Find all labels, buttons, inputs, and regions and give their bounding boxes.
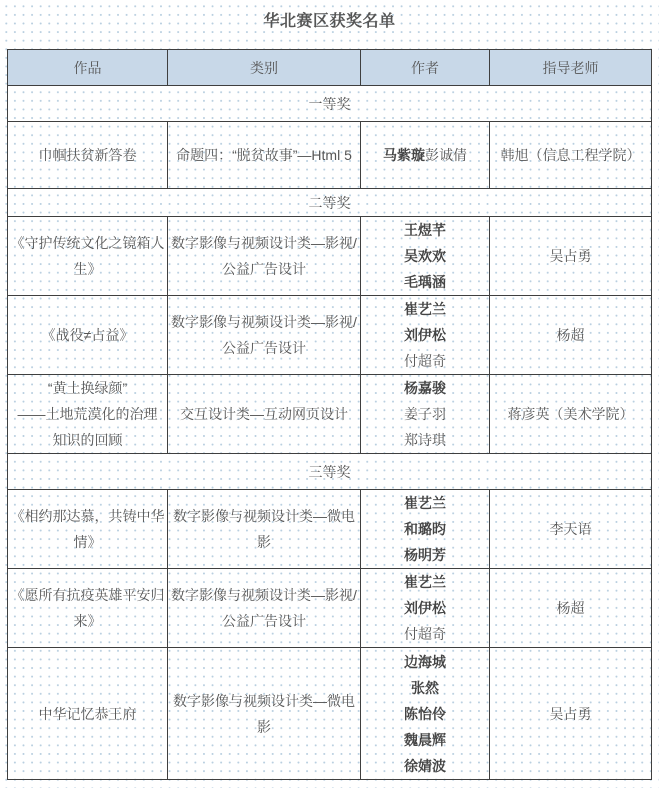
advisor-cell: 杨超 [490,296,652,375]
advisor-cell: 杨超 [490,569,652,648]
column-header-work: 作品 [8,50,168,86]
author-name: 马紫璇 [383,147,425,163]
author-name: 刘伊松 [404,600,446,616]
section-row-first-prize [8,86,652,122]
author-name: 彭诚倩 [425,147,467,163]
work-cell [8,375,168,454]
work-cell: 《战役≠占益》 [8,296,168,375]
section-row-second-prize [8,189,652,217]
table-header-row [8,50,652,86]
author-name: 付超奇 [404,626,446,642]
author-name: 杨明芳 [404,547,446,563]
author-name: 王煜芊 [404,222,446,238]
page-title: 华北赛区获奖名单 [263,13,396,30]
author-name: 崔艺兰 [404,574,446,590]
section-label: 三等奖 [8,454,652,490]
author-name: 刘伊松 [404,327,446,343]
author-name: 付超奇 [404,353,446,369]
category-cell: 数字影像与视频设计类—影视/公益广告设计 [168,296,361,375]
author-name: 崔艺兰 [404,495,446,511]
author-name: 魏晨辉 [404,731,446,748]
author-name: 徐婧波 [404,757,446,774]
author-name: 吴欢欢 [404,248,446,264]
author-name: 郑诗琪 [404,432,446,448]
table-row [8,296,652,375]
column-header-category: 类别 [168,50,361,86]
author-name: 崔艺兰 [404,301,446,317]
section-row-third-prize [8,454,652,490]
category-cell: 数字影像与视频设计类—微电影 [168,648,361,780]
category-cell: 数字影像与视频设计类—微电影 [168,490,361,569]
authors-cell [361,296,490,375]
category-cell: 交互设计类—互动网页设计 [168,375,361,454]
advisor-cell: 李天语 [490,490,652,569]
table-row [8,122,652,189]
authors-cell [361,648,490,780]
column-header-advisor: 指导老师 [490,50,652,86]
category-cell: 数字影像与视频设计类—影视/公益广告设计 [168,569,361,648]
table-row [8,490,652,569]
author-name: 杨嘉骏 [404,380,446,396]
work-line: ——土地荒漠化的治理 [17,406,158,422]
section-label: 一等奖 [8,86,652,122]
work-cell: 《相约那达慕，共铸中华情》 [8,490,168,569]
work-cell: 中华记忆恭王府 [8,648,168,780]
advisor-cell: 吴占勇 [490,217,652,296]
author-name: 陈怡伶 [404,705,446,722]
work-cell: 《守护传统文化之镜箱人生》 [8,217,168,296]
category-cell [168,122,361,189]
authors-cell [361,490,490,569]
section-label: 二等奖 [8,189,652,217]
authors-cell [361,122,490,189]
work-cell: 巾帼扶贫新答卷 [8,122,168,189]
author-name: 和璐昀 [404,521,446,537]
author-name: 张然 [411,679,439,696]
author-name: 毛瑀涵 [404,274,446,290]
table-row [8,569,652,648]
author-name: 边海城 [404,653,446,670]
column-header-authors: 作者 [361,50,490,86]
authors-cell [361,569,490,648]
work-line: 知识的回顾 [52,432,123,448]
advisor-cell: 蒋彦英（美术学院） [490,375,652,454]
advisor-cell: 韩旭（信息工程学院） [490,122,652,189]
table-row [8,648,652,780]
table-row [8,375,652,454]
table-row [8,217,652,296]
awards-table [7,49,652,780]
author-name: 姜子羽 [404,406,446,422]
category-cell: 数字影像与视频设计类—影视/公益广告设计 [168,217,361,296]
category-text: 命题四：“脱贫故事”—Html 5 [176,147,352,163]
work-cell: 《愿所有抗疫英雄平安归来》 [8,569,168,648]
advisor-cell: 吴占勇 [490,648,652,780]
authors-cell [361,375,490,454]
work-line: “黄土换绿颜” [47,380,128,396]
authors-cell [361,217,490,296]
